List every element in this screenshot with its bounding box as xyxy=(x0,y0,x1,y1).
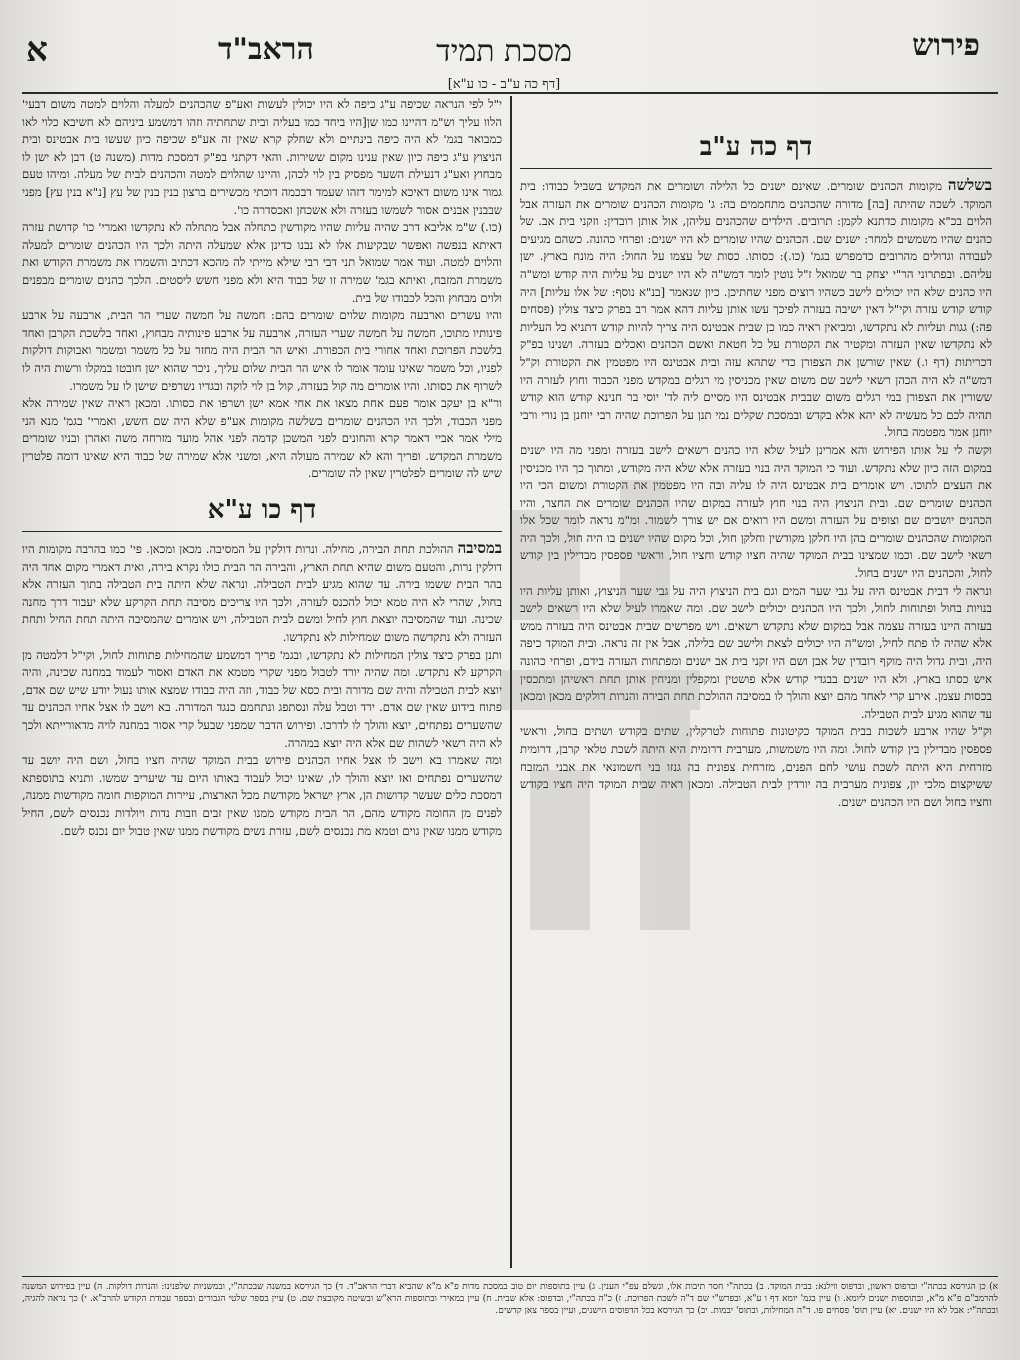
page-header xyxy=(0,22,1020,92)
footnotes: א) כן הגירסא בכתה"י ובדפוס ראשון, ובדפוס ווילנא: בבית המוקד. ב) בכתה"י חסר תיבות אלו, ונשלם עפ"י הענין. ג) עיין בתוספות יום טוב במסכת מדות פ"א מ"א שהביא דברי הראב"ד. ד) כך הגירסא במשנה שבכתה"י, ובמשניות שלפנינו: והנרות דולקות. ה) עיין בפירוש המשנה להרמב"ם פ"א מ"א, ובתוספות ישנים ליומא. ו) עיין בגמ' יומא דף ו ע"א, ובפרש"י שם ד"ה לשכת הפרוכת. ז) כ"ה בכתה"י, ובדפוס: אלא שבית. ח) עיין במאירי ובתוספות הרא"ש ובשיטה מקובצת שם. ט) עיין בספר שלטי הגבורים ובספר עבודת הקודש להרב"א. י) כך נראה להגיה, ובכתה"י: אבל לא היו ישנים. יא) עיין תוס' פסחים פו. ד"ה המחילות, ובתוס' יבמות. יב) כך הגירסא בכל הדפוסים הישנים, ועיין בספר צאן קדשים. xyxy=(22,1276,998,1343)
lead-word: בשלשה xyxy=(947,176,992,194)
folio-heading-26a: דף כו ע"א xyxy=(22,495,502,532)
tractate-title: מסכת תמיד xyxy=(436,34,572,69)
commentator-title: הראב"ד xyxy=(218,32,314,67)
publisher-watermark xyxy=(470,470,730,950)
lead-word: במסיבה xyxy=(457,539,502,558)
paragraph xyxy=(520,177,992,442)
paragraph: ונראה לי דבית אבטינס היה על גבי שער המים וגם בית הניצוץ היה על גבי שער הניצוץ, ואותן עליות היו בנויות בחול ופתוחות לחול, ולכך היו הכהנים יכולים לישב שם. ומה שאמרו לעיל שלא היו רשאים לישב בעזרה היינו בעזרה עצמה אבל במקום שלא נתקדש רשאים. ויש מפרשים שבית אבטינס היה בעזרה ממש אלא שהיה לו פתח לחיל, ומש"ה היו יכולים לצאת ולישב שם בלילה, אבל אין זה נראה. ובית המוקד כיפה היה, ובית גדול היה מוקף רובדין של אבן ושם היו זקני בית אב ישנים ומפתחות העזרה בידם, ופרחי כהונה איש כסתו בארץ. ולא היו ישנים בבגדי קודש אלא פושטין ומקפלין ומניחין אותן תחת ראשיהן ומתכסין בכסות עצמן. אירע קרי לאחד מהם יוצא והולך לו במסיבה ההולכת תחת הבירה והנרות דולקים מכאן ומכאן עד שהוא מגיע לבית הטבילה. xyxy=(520,583,992,721)
paragraph: (כו.) ש"מ אליבא דרב שהיה עליות שהיו מקודשין כתחלה אבל מתחלה לא נתקדשו ואמרי' כו' קדושת עזרה דאיתא בנפשה ואפשר שבקיעות אלו לא נבנו כדינן אלא שמעלה היתה ולכך היו הכהנים שומרים למעלה והלוים למטה. ועוד אמר שמואל תני דבי רבי שילא מייתי לה מהכא דכתיב והשמרו את משמרת הקודש ואת משמרת המזבח, ואיתא בגמ' שמירה זו של כבוד היא ולא מפני חשש ליסטים. הלכך כהנים שומרים מבפנים ולוים מבחוץ והכל לכבודו של בית. xyxy=(22,220,502,305)
page-letter: א xyxy=(26,30,48,70)
folio-heading-25b: דף כה ע"ב xyxy=(520,132,992,169)
header-rule xyxy=(22,92,998,94)
commentary-title: פירוש xyxy=(912,28,980,63)
paragraph: ומה שאמרו בא וישב לו אצל אחיו הכהנים פירוש בבית המוקד שהיה חציו בחול, ושם היה יושב עד שהשערים נפתחים ואז יוצא והולך לו, שאינו יכול לעבוד באותו היום עד שיעריב שמשו. ותניא בתוספתא דמסכת כלים שעשר קדושות הן, ארץ ישראל מקודשת מכל הארצות, עיירות המוקפות חומה מקודשות ממנה, לפנים מן החומה מקודש מהם, הר הבית מקודש ממנו שאין זבים וזבות נדות ויולדות נכנסים לשם, החיל מקודש ממנו שאין גוים וטמא מת נכנסים לשם, עזרת נשים מקודשת ממנו שאין טבול יום נכנס לשם. xyxy=(22,753,502,838)
paragraph: ותנן בפרק כיצד צולין המחילות לא נתקדשו, ובגמ' פריך דמשמע שהמחילות פתוחות לחול, וקי"ל דלמטה מן הקרקע לא נתקדש. ומה שהיה יורד לטבול מפני שקרי מטמא את האדם ואסור לעמוד במחנה שכינה, והיה יוצא לבית הטבילה והיה שם מדורה ובית כסא של כבוד, וזה היה כבודו שמצא אותו נעול יודע שיש שם אדם, פתוח בידוע שאין שם אדם. ירד וטבל עלה ונסתפג ונתחמם כנגד המדורה. בא וישב לו אצל אחיו הכהנים עד שהשערים נפתחים, יוצא והולך לו לדרכו. ופירוש הדבר שמפני שבעל קרי אסור במחנה לויה מדאורייתא ולכך לא היה רשאי לשהות שם אלא היה יוצא במהרה. xyxy=(22,647,502,750)
paragraph xyxy=(22,540,502,647)
paragraph-text: ההולכת תחת הבירה, מחילה. ונרות דולקין על המסיבה. מכאן ומכאן. פי' כמו בהרבה מקומות היו דולקין נרות, והטעם משום שהיא תחת הארץ, והבירה הר הבית כולו נקרא בירה, ואית דאמרי מקום אחד היה בהר הבית ששמו בירה. עד שהוא מגיע לבית הטבילה. ונראה שלא היתה בית הטבילה בתוך העזרה אלא בחול, שהרי לא היה טמא יכול להכנס לעזרה, ולכך היו צריכים מסיבה תחת הקרקע שלא יעבור דרך מחנה שכינה. ועוד שהמסיבה יוצאת חוץ לחיל ומשם לבית הטבילה, ויש אומרים שהמסיבה היתה תחת החיל ותחת העזרה ולא נתקדשה משום שמחילות לא נתקדשו. xyxy=(22,542,502,645)
paragraph: וק"ל שהיו ארבע לשכות בבית המוקד כקיטונות פתוחות לטרקלין, שתים בקודש ושתים בחול, וראשי פספסין מבדילין בין קודש לחול. ומה היו משמשות, מערבית דרומית היא היתה לשכת טלאי קרבן, דרומית מזרחית היא היתה לשכת עושי לחם הפנים, מזרחית צפונית בה גנזו בני חשמונאי את אבני המזבח ששיקצום מלכי יון, צפונית מערבית בה יורדין לבית הטבילה. ומכאן ראיה שבית המוקד היה חציו בקודש וחציו בחול ושם היו הכהנים ישנים. xyxy=(520,724,992,809)
left-column xyxy=(22,96,502,1268)
paragraph: י"ל לפי הנראה שכיפה ע"ג כיפה לא היו יכולין לעשות ואע"פ שהכהנים למעלה והלוים למטה משום דבעי' הלוו עליך וש"מ דהיינו כמו שן[היו ביחד כמו בעליה ובית שתחתיה וזהו דמשמע ביניהם לא חשיבא כלוי לאו כמבואר בגמ' לא היה כיפה בינתיים ולא שחלק קרא שאין זה אע"פ שכיפה כיון שעשו בית אבטינס ובית הניצוץ ע"ג כיפה כיון שאין ענינו מקום ששירות. והאי דקתני בפ"ק דמסכת מדות (משנה ט) דבן לא ישן לו מבחוץ ואע"ג דנעילת השער מפסיק בין לוי לכהן, והיינו שהלוים למטה והכהנים לבית של מעלה. ומיהו טעם גמור אינו משום דאיכא למימר דזהו שעמד דבכמה דוכתי מכשירים ברצון בנין בנין של עץ [נ"א בנין עץ] מפני שבבנין אבנים אסור לשמשו בעזרה ולא אשכחן ואכסדרה כו'. xyxy=(22,97,502,217)
paragraph: ור"א בן יעקב אומר פעם אחת מצאו את אחי אמא ישן ושרפו את כסותו. ומכאן ראיה שאין שמירה אלא מפני הכבוד, ולכך היו הכהנים שומרים בשלשה מקומות אע"פ שלא היה שם חשש, ואמרי' בגמ' מנא הני מילי אמר אביי דאמר קרא והחונים לפני המשכן קדמה לפני אהל מועד מזרחה משה ואהרן ובניו שומרים משמרת המקדש. ופריך והא לא שמירה מעולה היא, ומשני אלא שמירה של כבוד היא שאינו דומה פלטרין שיש לה שומרים לפלטרין שאין לה שומרים. xyxy=(22,396,502,481)
paragraph-text: מקומות הכהנים שומרים. שאינם ישנים כל הלילה ושומרים את המקדש בשביל כבודו: בית המוקד. לשכה שהיתה [בה] מדורה שהכהנים מתחממים בה: ג' מקומות הכהנים שומרים את העזרה אבל הלוים בכ"א מקומות כדתנא לקמן: תרובים. הילדים שהכהנים עליהן, אול אותן רובדין: וזקני בית אב. של כהנים שהיו משמשים למחר: ישנים שם. הכהנים שהיו שומרים לא היו ישנים: ופרחי כהונה. כשהם מגיעים לעבודה וגדולים מהרובים כדמפרש בגמ' (כו.): כסותו. כסות של עצמו על החול: היה מונח בארץ. ישן עליהם. ובפתרוני הר"י יצחק בר שמואל ז"ל נוטין לומר דמש"ה לא היו ישנים על עליות היה קודש ומש"ה היו כהנים שלא היו יכולים לישב כשהיו רוצים מפני שחתיכן. כיון שנאמר [בנ"א נוסף: של אלו עליות] היה קודש קודש עזרה וקי"ל דאין ישיבה בעזרה לפיכך עשו אותן עליות דהא אמר רב בפרק כיצד צולין (פסחים פה:) גגות ועליות לא נתקדשו, ומביאין ראיה כמו כן שבית אבטינס היה צריך להיות קודש דתניא כל העליות לא נתקדשו שאין העזרה ומקטיר את הקטורת על כל חטאת ואשם הכהנים ואכלים בעזרה. ושנינו בפ"ק דכריתות (דף ו.) שאין שורשן את הצפורן כדי שתהא עזה ובית אבטינס היו מפטמין את הקטורת וק"ל דמש"ה לא היה הכהן רשאי לישב שם משום שאין מכניסין מי רגלים במקדש מפני הכבוד וחוץ לעזרה היו ששורין את הצפורן במי רגלים משום שבבית אבטינס היו מסיים ליה לד' יוסי בר חנינא קודש הוא קודש תהיה לכם כל מעשיה לא יהא אלא בקדש ובמסכת שקלים נמי תנן על הפרוכת שהיה רבי יוחנן בן נורי ורבי יוחנן אמר מפטמה בחול. xyxy=(520,179,992,440)
paragraph: וקשה לי על אותו הפירוש והא אמרינן לעיל שלא היו כהנים רשאים לישב בעזרה ומפני מה היו ישנים במקום הזה כיון שלא נתקדש. ועוד כי המוקד היה בנוי בעזרה אלא שלא היה מקודש, ומתוך כך היו מכניסין את העצים לתוכו. ויש אומרים בית אבטינס היה לו עליה ובה היו מפטמין את הקטורת ומשום הכי היו הכהנים שומרים שם. ובית הניצוץ היה בנוי חוץ לעזרה במקום שהיו הכהנים שומרים את החצר, והיו הכהנים יושבים שם וצופים על העזרה ומשם היו רואים אם יש צורך לשמור. ומ"מ נראה לומר שכל אלו המקומות שהכהנים שומרים בהן היו חלקן מקודשין וחלקן חול, וכל מקום שהיו ישנים בו היה חול, ולכך היה רשאי לישב שם. וכמו שמצינו בבית המוקד שהיה חציו קודש וחציו חול, וראשי פספסין מבדילין בין קודש לחול, והכהנים היו ישנים בחול. xyxy=(520,442,992,581)
folio-range: [דף כה ע"ב - כו ע"א] xyxy=(447,77,561,92)
paragraph: והיו עשרים וארבעה מקומות שלוים שומרים בהם: חמשה על חמשה שערי הר הבית, ארבעה על ארבע פינותיו מתוכו, חמשה על חמשה שערי העזרה, ארבעה על ארבע פינותיה מבחוץ, ואחד בלשכת הקרבן ואחד בלשכת הפרוכת ואחד אחורי בית הכפורת. ואיש הר הבית היה מחזר על כל משמר ומשמר ואבוקות דולקות לפניו, וכל משמר שאינו עומד אומר לו איש הר הבית שלום עליך, ניכר שהוא ישן חובטו במקלו ורשות היה לו לשרוף את כסותו. והיו אומרים מה קול בעזרה, קול בן לוי לוקה ובגדיו נשרפים שישן לו על משמרו. xyxy=(22,308,502,393)
